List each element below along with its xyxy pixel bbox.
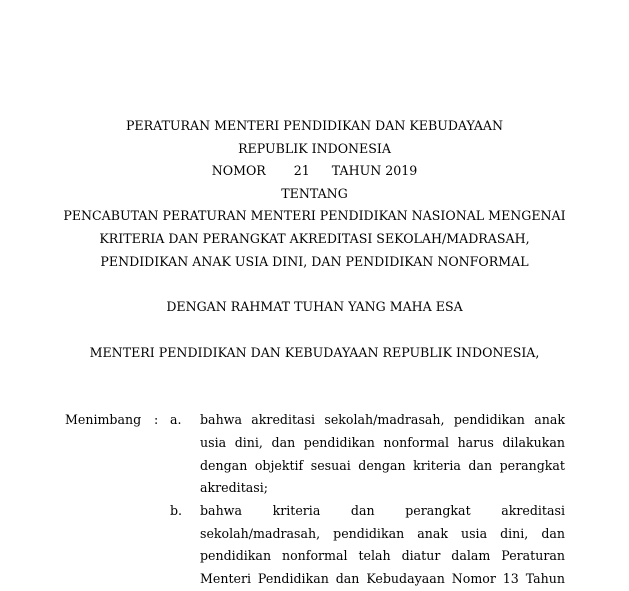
regulation-number bbox=[0, 160, 629, 183]
regulation-title: PERATURAN MENTERI PENDIDIKAN DAN KEBUDAYAAN bbox=[125, 118, 504, 133]
issuer: MENTERI PENDIDIKAN DAN KEBUDAYAAN REPUBLIK INDONESIA, bbox=[89, 345, 540, 360]
nomor-label: NOMOR bbox=[211, 163, 266, 178]
item-line: dengan objektif sesuai dengan kriteria dan perangkat bbox=[200, 458, 565, 473]
subject-line: PENCABUTAN PERATURAN MENTERI PENDIDIKAN NASIONAL MENGENAI bbox=[63, 208, 566, 223]
subject-line: PENDIDIKAN ANAK USIA DINI, DAN PENDIDIKAN NONFORMAL bbox=[100, 254, 529, 269]
item-marker: b. bbox=[170, 503, 183, 518]
item-line: usia dini, dan pendidikan nonformal harus dilakukan bbox=[200, 435, 565, 450]
item-line: bahwa akreditasi sekolah/madrasah, pendidikan anak bbox=[200, 412, 565, 427]
item-line: sekolah/madrasah, pendidikan anak usia dini, dan bbox=[200, 526, 565, 541]
item-marker: a. bbox=[170, 412, 182, 427]
blessing: DENGAN RAHMAT TUHAN YANG MAHA ESA bbox=[166, 299, 463, 314]
item-line: akreditasi; bbox=[200, 480, 269, 495]
nomor-value: 21 bbox=[293, 163, 310, 178]
tentang-label: TENTANG bbox=[281, 186, 348, 201]
considering-colon: : bbox=[154, 412, 159, 427]
tahun-label: TAHUN 2019 bbox=[331, 163, 418, 178]
regulation-country: REPUBLIK INDONESIA bbox=[238, 141, 391, 156]
item-line: pendidikan nonformal telah diatur dalam Peraturan bbox=[200, 548, 565, 563]
item-line: Menteri Pendidikan dan Kebudayaan Nomor 13 Tahun bbox=[200, 571, 565, 586]
item-line: bahwa kriteria dan perangkat akreditasi bbox=[200, 503, 565, 518]
subject-line: KRITERIA DAN PERANGKAT AKREDITASI SEKOLAH/MADRASAH, bbox=[99, 231, 530, 246]
considering-label: Menimbang bbox=[65, 412, 142, 427]
